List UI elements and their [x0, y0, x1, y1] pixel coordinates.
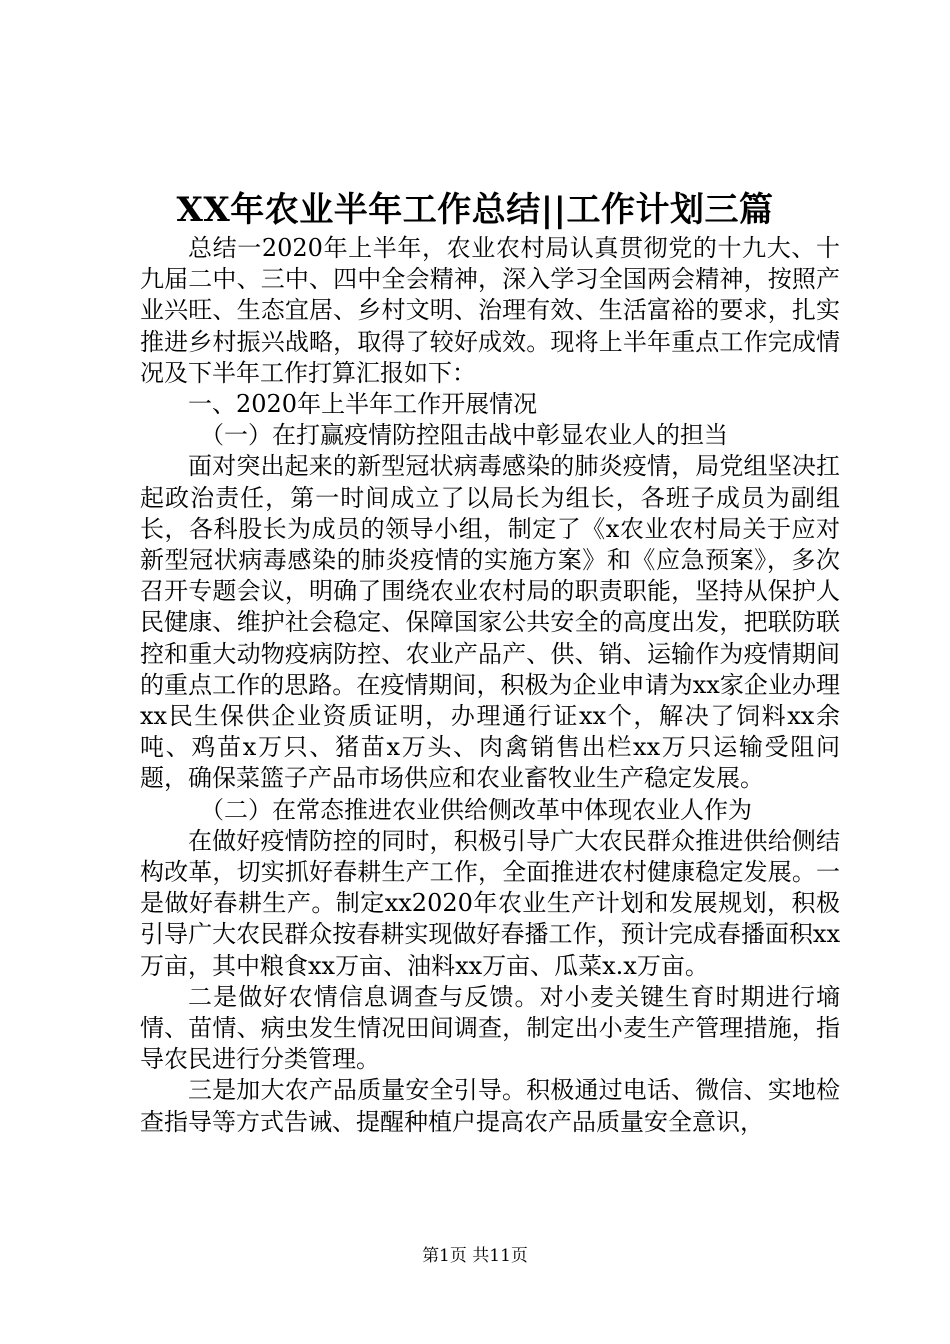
paragraph-intro: 总结一2020年上半年，农业农村局认真贯彻党的十九大、十九届二中、三中、四中全会精神，深入学习全国两会精神，按照产业兴旺、生态宜居、乡村文明、治理有效、生活富裕的要求，扎实推进乡村振兴战略，取得了较好成效。现将上半年重点工作完成情况及下半年工作打算汇报如下：	[140, 234, 840, 387]
document-title: XX年农业半年工作总结||工作计划三篇	[176, 190, 774, 230]
paragraph-epidemic: 面对突出起来的新型冠状病毒感染的肺炎疫情，局党组坚决扛起政治责任，第一时间成立了以局长为组长，各班子成员为副组长，各科股长为成员的领导小组，制定了《x农业农村局关于应对新型冠状病毒感染的肺炎疫情的实施方案》和《应急预案》，多次召开专题会议，明确了围绕农业农村局的职责职能，坚持从保护人民健康、维护社会稳定、保障国家公共安全的高度出发，把联防联控和重大动物疫病防控、农业产品产、供、销、运输作为疫情期间的重点工作的思路。在疫情期间，积极为企业申请为xx家企业办理xx民生保供企业资质证明，办理通行证xx个，解决了饲料xx余吨、鸡苗x万只、猪苗x万头、肉禽销售出栏xx万只运输受阻问题，确保菜篮子产品市场供应和农业畜牧业生产稳定发展。	[140, 452, 840, 793]
subsection-heading-2: （二）在常态推进农业供给侧改革中体现农业人作为	[200, 795, 752, 824]
document-body	[140, 233, 840, 1138]
subsection-heading-1: （一）在打赢疫情防控阻击战中彰显农业人的担当	[200, 421, 728, 450]
page-number: 第1页 共11页	[422, 1246, 528, 1266]
paragraph-supply-reform: 在做好疫情防控的同时，积极引导广大农民群众推进供给侧结构改革，切实抓好春耕生产工作，全面推进农村健康稳定发展。一是做好春耕生产。制定xx2020年农业生产计划和发展规划，积极引导广大农民群众按春耕实现做好春播工作，预计完成春播面积xx万亩，其中粮食xx万亩、油料xx万亩、瓜菜x.x万亩。	[140, 826, 840, 980]
paragraph-survey: 二是做好农情信息调查与反馈。对小麦关键生育时期进行墒情、苗情、病虫发生情况田间调查，制定出小麦生产管理措施，指导农民进行分类管理。	[140, 982, 840, 1074]
paragraph-quality: 三是加大农产品质量安全引导。积极通过电话、微信、实地检查指导等方式告诫、提醒种植户提高农产品质量安全意识，	[140, 1076, 840, 1136]
section-heading-1: 一、2020年上半年工作开展情况	[188, 390, 538, 419]
